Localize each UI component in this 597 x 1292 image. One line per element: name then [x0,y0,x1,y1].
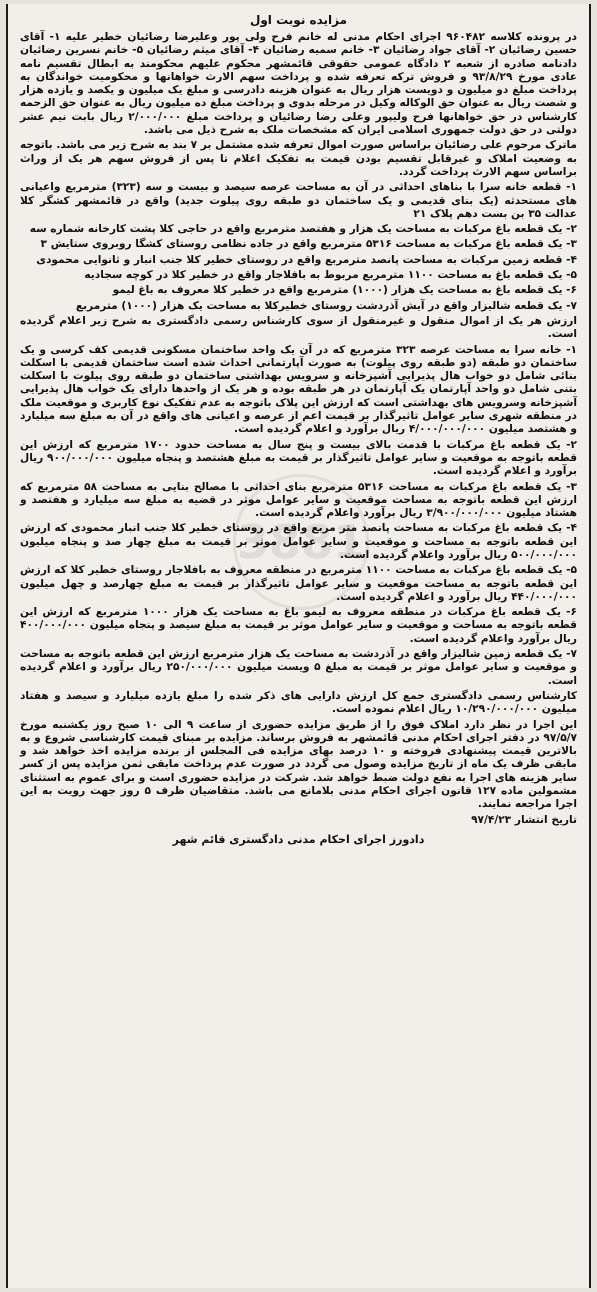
property-item: ۷- یک قطعه شالیزار واقع در آیش آذردشت روستای خطیرکلا به مساحت یک هزار (۱۰۰۰) مترمربع [75,299,577,312]
property-item: ۱- قطعه خانه سرا با بناهای احداثی در آن به مساحت عرصه سیصد و بیست و سه (۳۲۳) مترمربع واعیانی های مستحدثه (یک بنای قدیمی و یک ساختمان دو طبقه روی پیلوت جدید) واقع در قائمشهر کشگر کلا عدالت ۳۵ بن بست دهم پلاک ۲۱ [20,181,578,220]
estate-intro-paragraph: ماترک مرحوم علی رضائیان براساس صورت اموال تعرفه شده مشتمل بر ۷ بند به شرح زیر می باشد. باتوجه به وضعیت املاک و غیرقابل تقسیم بودن قیمت به تفکیک اعلام تا پس از فروش سهم هر یک از وراث براساس سهم الارث پرداخت گردد. [20,139,577,178]
valuation-item: ۱- خانه سرا به مساحت عرصه ۳۲۳ مترمربع که در آن یک واحد ساختمان مسکونی قدیمی کف کرسی و یک ساختمان دو طبقه (دو طبقه روی پیلوت) به صورت آپارتمانی احداث شده است ساختمان قدیمی با اسکلت بنائی شامل دو خواب هال پذیرایی آشپزخانه و سرویس بهداشتی ساختمان دو طبقه روی پیلوت با اسکلت بتنی شامل دو واحد آپارتمان یک آپارتمان در هر طبقه بوده و هر یک از واحدها دارای یک خواب هال پذیرایی آشپزخانه وسرویس های بهداشتی است که ارزش این پلاک باتوجه به عدم تفکیک نوع کاربری و موقعیت ملک در منطقه شهری سایر عوامل تاثیرگذار بر قیمت اعم از عرصه و اعیانی های واقع در آن به مبلغ سه میلیارد و هشتصد میلیون ۴/۰۰۰/۰۰۰/۰۰۰ ریال برآورد و اعلام گردیده است. [20,343,577,436]
publish-date: تاریخ انتشار ۹۷/۴/۲۳ [471,813,577,826]
total-valuation-paragraph: کارشناس رسمی دادگستری جمع کل ارزش دارایی های ذکر شده را مبلغ یازده میلیارد و سیصد و هفتاد میلیون ۱۰/۲۹۰/۰۰۰/۰۰۰ ریال اعلام نموده است. [20,689,577,716]
property-item: ۳- یک قطعه باغ مرکبات به مساحت ۵۳۱۶ مترمربع واقع در جاده نظامی روستای کشگا روبروی ستایش ۳ [40,238,577,251]
auction-notice [8,4,589,846]
property-item: ۲- یک قطعه باغ مرکبات به مساحت یک هزار و هفتصد مترمربع واقع در حاجی کلا پشت کارخانه شماره سه [29,223,577,236]
valuation-item: ۴- یک قطعه باغ مرکبات به مساحت پانصد متر مربع واقع در روستای خطیر کلا جنب انبار محمودی که ارزش این قطعه باتوجه به مساحت و موقعیت و سایر عوامل موثر بر قیمت به مبلغ چهار صد و پنجاه میلیون ۵۰۰/۰۰۰/۰۰۰ ریال برآورد واعلام گردیده است. [20,522,577,561]
property-item: ۴- قطعه زمین مرکبات به مساحت پانصد مترمربع واقع در روستای خطیر کلا جنب انبار و ثانوایی محمودی [36,253,577,266]
valuation-item: ۳- یک قطعه باغ مرکبات به مساحت ۵۳۱۶ مترمربع بنای احداثی با مصالح بنایی به مساحت ۵۸ مترمربع که ارزش این قطعه باتوجه به مساحت موقعیت و سایر عوامل موثر در قضیه به مبلغ سه میلیارد و هفتصد و هشتاد میلیون ۳/۹۰۰/۰۰۰/۰۰۰ ریال برآورد واعلام گردیده است. [20,480,577,520]
newspaper-clipping [6,4,591,1288]
notice-title: مزایده نوبت اول [249,13,348,27]
valuation-item: ۵- یک قطعه باغ مرکبات به مساحت ۱۱۰۰ مترمربع در منطقه معروف به بافلاجار روستای خطیر کلا که ارزش این قطعه باتوجه به مساحت موقعیت و سایر عوامل تاثیرگذار بر قیمت به مبلغ چهارصد و چهل میلیون ۴۴۰/۰۰۰/۰۰۰ ریال برآورد و اعلام گردیده است. [20,564,578,603]
valuation-intro-paragraph: ارزش هر یک از اموال منقول و غیرمنقول از سوی کارشناس رسمی دادگستری به شرح زیر اعلام گردیده است. [20,314,577,341]
valuation-item: ۲- یک قطعه باغ مرکبات با قدمت بالای بیست و پنج سال به مساحت حدود ۱۷۰۰ مترمربع که ارزش این قطعه باتوجه به موقعیت و سایر عوامل تاثیرگذار بر قیمت به مبلغ هشتصد و پنجاه میلیون ۹۰۰/۰۰۰/۰۰۰ ریال برآورد و اعلام گردیده است. [20,438,578,478]
signature-line: دادورز اجرای احکام مدنی دادگستری قائم شهر [172,832,425,846]
valuation-item: ۶- یک قطعه باغ مرکبات در منطقه معروف به لیمو باغ به مساحت یک هزار ۱۰۰۰ مترمربع که ارزش این قطعه باتوجه به مساحت و موقعیت و سایر عوامل موثر بر قیمت به مبلغ سیصد و پنجاه میلیون ۴۰۰/۰۰۰/۰۰۰ ریال برآورد واعلام گردیده است. [20,606,577,645]
intro-paragraph: در پرونده کلاسه ۹۶۰۴۸۲ اجرای احکام مدنی له خانم فرح ولی پور وعلیرضا رضائیان خطیر علیه ۱- آقای حسین رضائیان ۲- آقای جواد رضائیان ۳- خانم سمیه رضائیان ۴- آقای میثم رضائیان ۵- خانم نسرین رضائیان دادنامه صادره از شعبه ۲ دادگاه عمومی حقوقی قائمشهر محکوم علیهم محکومند به ابطال تقسیم نامه عادی مورخ ۹۳/۸/۲۹ و فروش ترکه تعرفه شده و پرداخت سهم الارث خواهانها و محکومیت خواندگان به پرداخت مبلغ دو میلیون و دویست هزار ریال به عنوان هزینه دادرسی و مبلغ یک میلیون و یکصد و یازده هزار و شصت ریال به عنوان حق الوکاله وکیل در مرحله بدوی و پرداخت مبلغ ده میلیون ریال به عنوان حق الزحمه کارشناس در حق خواهانها فرح ولیپور وعلی رضا رضائیان و پرداخت مبلغ ۲/۰۰۰/۰۰۰ ریال بابت نیم عشر دولتی در حق دولت جمهوری اسلامی ایران که مشخصات ملک به شرح ذیل می باشد. [20,31,577,137]
valuation-item: ۷- یک قطعه زمین شالیزار واقع در آذردشت به مساحت یک هزار مترمربع ارزش این قطعه باتوجه به مساحت و موقعیت و سایر عوامل موثر بر قیمت به مبلغ ۵ ویست میلیون ۲۵۰/۰۰۰/۰۰۰ ریال برآورد و اعلام گردیده است. [20,648,577,687]
auction-terms-paragraph: این اجرا در نظر دارد املاک فوق را از طریق مزایده حضوری از ساعت ۹ الی ۱۰ صبح روز یکشنبه مورخ ۹۷/۵/۷ در دفتر اجرای احکام مدنی قائمشهر به فروش برساند. مزایده بر مبنای قیمت کارشناسی شروع و به بالاترین قیمت پیشنهادی فروخته و ۱۰ درصد بهای مزایده فی المجلس از برنده مزایده اخذ خواهد شد و مابقی ظرف یک ماه از تاریخ مزایده وصول می گردد در صورت عدم پرداخت مابقی ثمن مزایده پس از کسر سایر هزینه های اجرا به نفع دولت ضبط خواهد شد. شرکت در مزایده حضوری است و برای عموم به استثنای مشمولین ماده ۱۲۷ قانون اجرای احکام مدنی بلامانع می باشد. متقاضیان ظرف ۵ روز جهت رویت به این اجرا مراجعه نمایند. [20,718,578,811]
property-item: ۵- یک قطعه باغ به مساحت ۱۱۰۰ مترمربع مربوط به بافلاجار واقع در خطیر کلا در کوچه سجادیه [84,269,577,282]
property-item: ۶- یک قطعه باغ به مساحت یک هزار (۱۰۰۰) مترمربع واقع در خطیر کلا معروف به باغ لیمو [112,284,577,297]
watermark-number: 3881 [236,515,366,569]
